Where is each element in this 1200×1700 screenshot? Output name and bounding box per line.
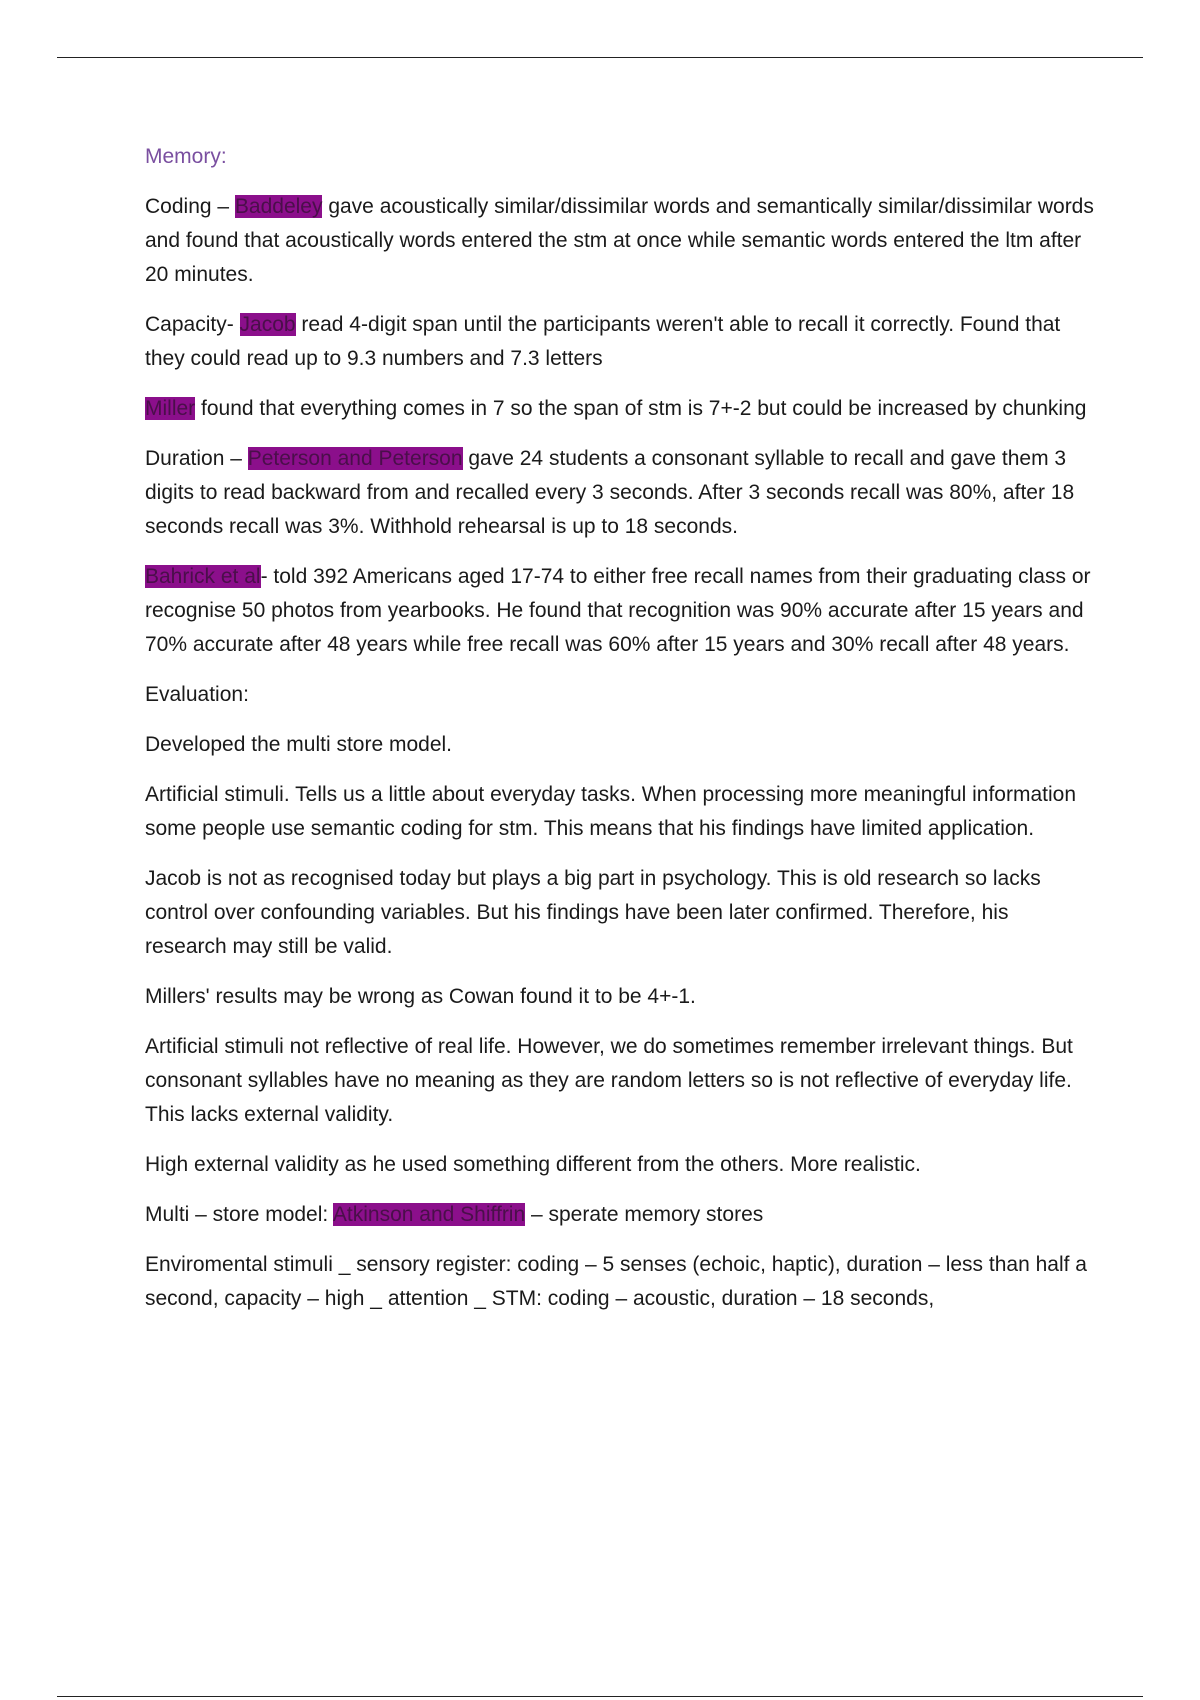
- highlighted-researcher: Atkinson and Shiffrin: [332, 1203, 526, 1226]
- bottom-rule: [57, 1696, 1143, 1697]
- paragraph-text: found that everything comes in 7 so the span of stm is 7+-2 but could be increased by chunking: [195, 397, 1087, 420]
- paragraph-text: gave 24 students a consonant syllable to recall and gave them 3 digits to read backward from and recalled every 3 seconds. After 3 seconds recall was 80%, after 18 seconds recall was 3%. Withhold rehearsal is up to 18 seconds.: [145, 447, 1075, 538]
- paragraph-prefix: Coding –: [145, 195, 235, 218]
- evaluation-item: High external validity as he used something different from the others. More realistic.: [145, 1153, 921, 1176]
- top-rule: [57, 57, 1143, 58]
- evaluation-item: Artificial stimuli not reflective of real life. However, we do sometimes remember irrelevant things. But consonant syllables have no meaning as they are random letters so is not reflective of everyday life. This lacks external validity.: [145, 1035, 1073, 1126]
- highlighted-researcher: Peterson and Peterson: [247, 447, 463, 470]
- paragraph-text: gave acoustically similar/dissimilar words and semantically similar/dissimilar words and found that acoustically words entered the stm at once while semantic words entered the ltm after 20 minutes.: [145, 195, 1094, 286]
- paragraph-text: - told 392 Americans aged 17-74 to either free recall names from their graduating class or recognise 50 photos from yearbooks. He found that recognition was 90% accurate after 15 years and 70% accurate after 48 years while free recall was 60% after 15 years and 30% recall after 48 years.: [145, 565, 1091, 656]
- section-heading-evaluation: Evaluation:: [145, 683, 249, 706]
- highlighted-researcher: Baddeley: [234, 195, 323, 218]
- paragraph-text: – sperate memory stores: [525, 1203, 764, 1226]
- paragraph-duration: [145, 442, 1095, 544]
- highlighted-researcher: Jacob: [239, 313, 296, 336]
- paragraph-bahrick: [145, 560, 1095, 662]
- section-heading-memory: Memory:: [145, 145, 227, 168]
- paragraph-environmental-stimuli: Enviromental stimuli _ sensory register: coding – 5 senses (echoic, haptic), duration – less than half a second, capacity – high _ attention _ STM: coding – acoustic, duration – 18 seconds,: [145, 1253, 1087, 1310]
- paragraph-coding: [145, 190, 1095, 292]
- document-body: [145, 140, 1095, 1332]
- evaluation-item: Artificial stimuli. Tells us a little about everyday tasks. When processing more meaningful information some people use semantic coding for stm. This means that his findings have limited application.: [145, 783, 1077, 840]
- paragraph-prefix: Multi – store model:: [145, 1203, 333, 1226]
- paragraph-text: read 4-digit span until the participants weren't able to recall it correctly. Found that they could read up to 9.3 numbers and 7.3 letters: [145, 313, 1061, 370]
- evaluation-item: Jacob is not as recognised today but plays a big part in psychology. This is old research so lacks control over confounding variables. But his findings have been later confirmed. Therefore, his research may still be valid.: [145, 867, 1041, 958]
- highlighted-researcher: Bahrick et al: [145, 565, 261, 588]
- evaluation-item: Developed the multi store model.: [145, 733, 452, 756]
- paragraph-prefix: Duration –: [145, 447, 248, 470]
- evaluation-item: Millers' results may be wrong as Cowan found it to be 4+-1.: [145, 985, 696, 1008]
- paragraph-miller: [145, 392, 1095, 426]
- paragraph-prefix: Capacity-: [145, 313, 240, 336]
- highlighted-researcher: Miller: [145, 397, 196, 420]
- paragraph-multistore: [145, 1198, 1095, 1232]
- paragraph-capacity: [145, 308, 1095, 376]
